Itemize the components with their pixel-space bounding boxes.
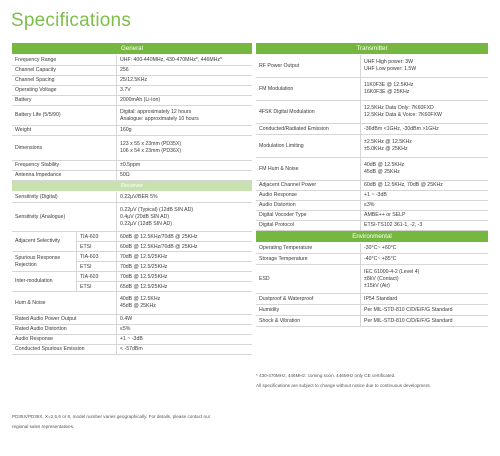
spec-value-line: 70dB @ 12.5/25KHz <box>120 253 168 260</box>
spec-value <box>360 294 488 304</box>
spec-value <box>116 232 252 241</box>
spec-value <box>360 305 488 315</box>
spec-value <box>116 345 252 354</box>
spec-value-line: 256 <box>120 67 129 73</box>
spec-row <box>256 305 488 316</box>
left-notes <box>12 413 252 430</box>
spec-value-line: ≤3% <box>364 202 375 208</box>
spec-label: Conducted Spurious Emission <box>15 346 85 352</box>
spec-value <box>360 181 488 190</box>
spec-value-line: 2000mAh (Li-Ion) <box>120 97 161 103</box>
spec-value-line: 70dB @ 12.5/25KHz <box>120 263 168 270</box>
spec-value-line: 45dB @ 25KHz <box>120 303 156 309</box>
spec-row <box>256 181 488 191</box>
spec-value <box>116 171 252 180</box>
spec-standard <box>76 272 116 281</box>
spec-subrow <box>76 272 252 281</box>
spec-row <box>256 55 488 78</box>
spec-value-line: 0.22μV (12dB SIN AD) <box>120 220 173 227</box>
spec-row <box>12 136 252 161</box>
spec-row <box>256 101 488 124</box>
spec-value <box>360 101 488 123</box>
spec-value-line: +1 ~ -3dB <box>120 336 143 342</box>
spec-label: Operating Voltage <box>15 87 57 93</box>
spec-group <box>12 272 252 292</box>
spec-label: Audio Distortion <box>259 202 296 208</box>
spec-value <box>116 126 252 135</box>
spec-value <box>360 265 488 293</box>
spec-group-rows <box>76 252 252 271</box>
spec-value-line: 65dB @ 12.5/25KHz <box>120 283 168 290</box>
spec-label: Modulation Limiting <box>259 142 304 149</box>
spec-label: Conducted/Radiated Emission <box>259 125 329 132</box>
spec-value <box>116 262 252 271</box>
spec-row <box>12 106 252 126</box>
spec-row <box>256 135 488 158</box>
spec-label: Operating Temperature <box>259 244 313 251</box>
footnote-frequency: * 430-470MHz, 446MHz: coming soon. 446MHz only CE certificated. <box>256 373 396 378</box>
spec-value <box>116 315 252 324</box>
spec-value-line: UHF: 400-440MHz, 430-470MHz*, 446MHz* <box>120 56 223 63</box>
spec-row <box>12 55 252 66</box>
section-header: Receiver <box>12 181 252 192</box>
spec-value-line: IP54 Standard <box>364 295 398 302</box>
spec-value-line: 16K0F3E @ 25KHz <box>364 89 410 95</box>
spec-label: ESD <box>259 275 270 282</box>
spec-label: FM Modulation <box>259 85 294 92</box>
spec-value-line: 12.5KHz Data Only: 7K60FXD <box>364 105 434 111</box>
footnote-specifications: All specifications are subject to change without notice due to continuous development. <box>256 383 431 388</box>
spec-value-line: IEC 61000-4-2 (Level 4) <box>364 268 420 275</box>
section-header: Transmitter <box>256 43 488 55</box>
spec-standard <box>76 282 116 291</box>
spec-value-line: +1 ~ -3dB <box>364 192 387 198</box>
spec-value <box>360 55 488 77</box>
spec-subrow <box>76 252 252 261</box>
spec-value <box>360 211 488 220</box>
spec-value-line: UHF Low power: 1.5W <box>364 66 417 72</box>
spec-label: Rated Audio Power Output <box>15 316 77 322</box>
spec-standard <box>76 262 116 271</box>
spec-value <box>116 161 252 170</box>
spec-row <box>256 243 488 254</box>
spec-value <box>116 282 252 291</box>
spec-label: Frequency Range <box>15 56 57 63</box>
section-header: Environmental <box>256 231 488 243</box>
spec-group <box>12 252 252 272</box>
spec-value <box>116 272 252 281</box>
spec-value <box>360 191 488 200</box>
spec-value <box>360 124 488 134</box>
right-spec-column <box>256 43 488 327</box>
spec-label: Battery Life (5/5/90) <box>15 112 61 118</box>
spec-row <box>12 171 252 181</box>
spec-row <box>12 126 252 136</box>
spec-subrow <box>76 241 252 251</box>
spec-standard-text: TIA-603 <box>80 273 99 280</box>
right-notes <box>256 372 490 389</box>
spec-label: Audio Response <box>259 192 298 198</box>
footnote-sales: regional sales representatives. <box>12 424 75 429</box>
spec-row <box>256 211 488 221</box>
spec-value-line: Digital: approximately 12 hours <box>120 108 192 115</box>
spec-value <box>116 192 252 202</box>
footnote-model: PD35X/PD36X, X=2,5,6 or 8, model number varies geographically. For details, please contact our <box>12 414 211 419</box>
spec-value <box>360 243 488 253</box>
spec-value-line: 40dB @ 12.5KHz <box>120 296 161 302</box>
spec-row <box>256 221 488 231</box>
spec-value <box>116 292 252 314</box>
spec-value-line: UHF High power: 3W <box>364 59 414 65</box>
spec-value-line: Per MIL-STD-810 C/D/E/F/G Standard <box>364 306 453 313</box>
spec-value-line: 0.4W <box>120 316 133 322</box>
spec-value <box>116 325 252 334</box>
spec-value-line: ±15kV (Air) <box>364 282 390 289</box>
spec-row <box>12 203 252 232</box>
spec-value-line: 0.4μV (20dB SIN AD) <box>120 213 170 220</box>
spec-row <box>12 292 252 315</box>
spec-value <box>360 158 488 180</box>
spec-value <box>116 136 252 160</box>
spec-value <box>116 335 252 344</box>
spec-row <box>12 161 252 171</box>
spec-value-line: 12.5KHz Data & Voice: 7K60FXW <box>364 112 442 118</box>
spec-label: Dustproof & Waterproof <box>259 295 314 302</box>
spec-value-line: -30°C~ +60°C <box>364 244 397 251</box>
spec-label: Shock & Vibration <box>259 317 301 324</box>
spec-value-line: 60dB @ 12.5KHz/70dB @ 25KHz <box>120 233 198 240</box>
spec-row <box>256 78 488 101</box>
spec-value-line: 106 x 54 x 23mm (PD36X) <box>120 148 182 154</box>
spec-value-line: -40°C~ +85°C <box>364 255 397 262</box>
spec-value <box>116 55 252 65</box>
spec-label: Sensitivity (Digital) <box>15 193 58 200</box>
spec-value <box>116 86 252 95</box>
spec-value <box>116 76 252 85</box>
spec-row <box>12 335 252 345</box>
spec-value <box>116 106 252 125</box>
spec-standard-text: TIA-603 <box>80 253 99 260</box>
spec-label: Digital Protocol <box>259 222 294 228</box>
spec-label: Dimensions <box>15 144 43 151</box>
spec-label: Weight <box>15 127 32 133</box>
spec-subrow <box>76 232 252 241</box>
spec-row <box>12 66 252 76</box>
spec-value-line: 0.22μV/BER 5% <box>120 193 158 200</box>
spec-value <box>116 252 252 261</box>
spec-value-line: 3.7V <box>120 87 131 93</box>
spec-value-line: 123 x 55 x 23mm (PD35X) <box>120 141 182 147</box>
spec-value <box>360 201 488 210</box>
spec-value <box>116 96 252 105</box>
spec-label: Battery <box>15 97 32 103</box>
spec-label: Adjacent Channel Power <box>259 182 317 188</box>
spec-row <box>256 254 488 265</box>
spec-row <box>256 191 488 201</box>
spec-subrow <box>76 261 252 271</box>
spec-label: Audio Response <box>15 336 54 342</box>
spec-subrow <box>76 281 252 291</box>
spec-value <box>360 135 488 157</box>
spec-standard <box>76 232 116 241</box>
spec-standard <box>76 242 116 251</box>
spec-label: Sensitivity (Analogue) <box>15 213 66 220</box>
spec-standard-text: ETSI <box>80 243 92 250</box>
spec-value-line: ±8kV (Contact) <box>364 275 399 282</box>
spec-value-line: 45dB @ 25KHz <box>364 169 400 175</box>
spec-value-line: ±0.5ppm <box>120 162 141 168</box>
spec-value <box>360 78 488 100</box>
spec-standard-text: ETSI <box>80 283 92 290</box>
spec-label: Channel Capacity <box>15 67 56 73</box>
spec-row <box>256 124 488 135</box>
spec-value-line: ≤5% <box>120 326 131 332</box>
spec-value-line: 11K0F3E @ 12.5KHz <box>364 82 414 88</box>
spec-value-line: 0.22μV (Typical) (12dB SIN AD) <box>120 206 194 213</box>
spec-standard-text: ETSI <box>80 263 92 270</box>
spec-label: Storage Temperature <box>259 255 308 262</box>
spec-value-line: Per MIL-STD-810 C/D/E/F/G Standard <box>364 317 453 324</box>
spec-value <box>360 254 488 264</box>
spec-value-line: Analogue: approximately 10 hours <box>120 115 199 122</box>
spec-value-line: 40dB @ 12.5KHz <box>364 162 405 168</box>
spec-label: Antenna Impedance <box>15 172 62 178</box>
spec-row <box>12 76 252 86</box>
spec-value-line: ±2.5KHz @ 12.5KHz <box>364 139 412 145</box>
spec-row <box>256 201 488 211</box>
spec-label: Hum & Noise <box>15 299 46 306</box>
spec-group-rows <box>76 232 252 251</box>
spec-value-line: ±5.0KHz @ 25KHz <box>364 146 408 152</box>
spec-value-line: 50Ω <box>120 172 130 178</box>
spec-label: FM Hum & Noise <box>259 165 299 172</box>
spec-value <box>116 242 252 251</box>
spec-row <box>256 265 488 294</box>
spec-value <box>360 221 488 230</box>
spec-value-line: 70dB @ 12.5/25KHz <box>120 273 168 280</box>
spec-standard <box>76 252 116 261</box>
spec-value <box>116 66 252 75</box>
spec-value-line: ETSI-TS102 361-1, -2, -3 <box>364 222 423 228</box>
spec-row <box>256 294 488 305</box>
spec-label: Humidity <box>259 306 280 313</box>
spec-group-label: Inter-modulation <box>15 278 53 284</box>
spec-group-label: Spurious Response Rejection <box>15 254 61 268</box>
spec-row <box>12 325 252 335</box>
spec-label: 4FSK Digital Modulation <box>259 108 315 115</box>
spec-row <box>256 316 488 327</box>
spec-row <box>12 192 252 203</box>
spec-value-line: 60dB @ 12.5KHz, 70dB @ 25KHz <box>364 182 443 188</box>
spec-value <box>360 316 488 326</box>
spec-value-line: 160g <box>120 127 132 133</box>
spec-value-line: -36dBm <1GHz, -30dBm >1GHz <box>364 125 439 132</box>
spec-label: RF Power Output <box>259 62 300 69</box>
spec-value-line: 25/12.5KHz <box>120 77 148 83</box>
spec-value <box>116 203 252 231</box>
spec-label: Digital Vocoder Type <box>259 212 307 218</box>
spec-row <box>12 315 252 325</box>
section-header: General <box>12 43 252 55</box>
spec-group-label: Adjacent Selectivity <box>15 238 60 244</box>
spec-value-line: < -57dBm <box>120 346 143 352</box>
page-title: Specifications <box>11 10 132 31</box>
left-spec-column <box>12 43 252 355</box>
spec-value-line: 60dB @ 12.5KHz/70dB @ 25KHz <box>120 243 198 250</box>
spec-value-line: AMBE++ or SELP <box>364 212 406 218</box>
spec-label: Rated Audio Distortion <box>15 326 67 332</box>
spec-row <box>12 86 252 96</box>
spec-label: Channel Spacing <box>15 77 55 83</box>
spec-label: Frequency Stability <box>15 162 60 168</box>
spec-group-rows <box>76 272 252 291</box>
spec-standard-text: TIA-603 <box>80 233 99 240</box>
spec-row <box>12 345 252 355</box>
spec-row <box>256 158 488 181</box>
spec-group <box>12 232 252 252</box>
spec-row <box>12 96 252 106</box>
